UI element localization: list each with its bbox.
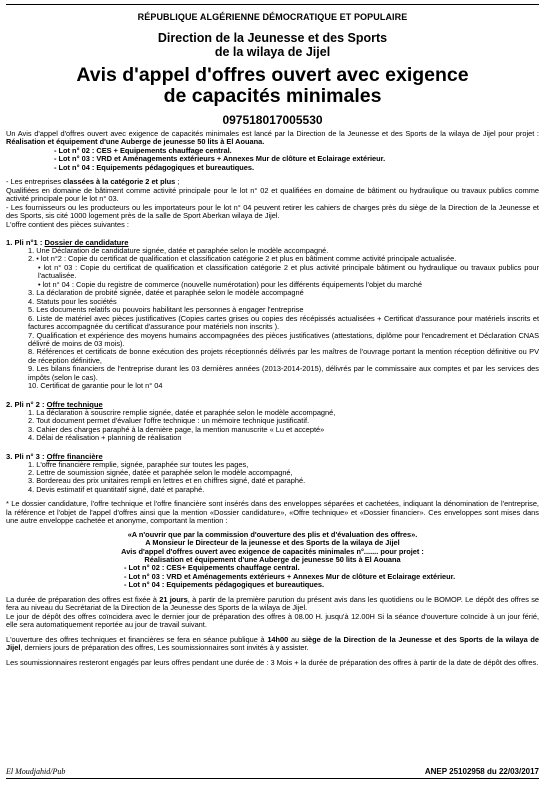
opening-mid: au xyxy=(288,634,302,644)
pli-1-item: 3. La déclaration de probité signée, datée et paraphée selon le modèle accompagné xyxy=(28,288,304,298)
duration-section xyxy=(6,596,539,630)
notice-footer xyxy=(6,767,539,776)
validity-paragraph: Les soumissionnaires resteront engagés par leurs offres pendant une durée de : 3 Mois + la durée de préparation des offres à partir de la date de dépôt des offres. xyxy=(6,657,539,667)
direction-line-2: de la wilaya de Jijel xyxy=(214,45,331,59)
lot-item: - Lot n° 04 : Equipements pédagogiques et bureautiques. xyxy=(124,580,325,590)
lot-item: - Lot n° 02 : CES+ Equipements chauffage central. xyxy=(124,563,300,573)
opening-prefix: L'ouverture des offres techniques et financières se fera en séance publique à xyxy=(6,634,268,644)
notice-reference: 09751801700553​0 xyxy=(222,113,323,127)
anep-reference: ANEP 25102958 du 22/03/2017 xyxy=(424,767,539,776)
notice-page xyxy=(6,4,539,779)
pli-3-item: 4. Devis estimatif et quantitatif signé, daté et paraphé. xyxy=(28,484,205,494)
title-line-1: Avis d'appel d'offres ouvert avec exigence xyxy=(76,64,469,86)
eligibility-prefix: - Les entreprises xyxy=(6,177,64,187)
lot-item: - Lot n° 03 : VRD et Aménagements extérieurs + Annexes Mur de clôture et Eclairage extérieur. xyxy=(124,571,456,581)
mention-line-4: Réalisation et équipement d'une Auberge de jeunesse 50 lits à El Aouana xyxy=(144,555,401,565)
pli-3-name: Offre financière xyxy=(46,451,103,461)
pli-3-item: 3. Bordereau des prix unitaires rempli en lettres et en chiffres signé, daté et paraphé. xyxy=(28,476,306,486)
eligibility-suffix: ; xyxy=(175,177,180,187)
pli-3-item: 2. Lettre de soumission signée, datée et paraphée selon le modèle accompagné, xyxy=(28,467,293,477)
opening-suffix: , derniers jours de préparation des offres, Les soumissionnaires sont invités à y assister. xyxy=(20,643,309,653)
eligibility-line-2: Qualifiées en domaine de bâtiment comme activité principale pour le lot n° 02 et qualifiées en domaine de bâtiment ou hydraulique ou travaux publics comme activité principale pour le lot n° 03. xyxy=(6,185,539,204)
intro-project: Réalisation et équipement d'une Auberge de jeunesse 50 lits à El Aouana. xyxy=(6,137,265,147)
pli-2-item: 2. Tout document permet d'évaluer l'offre technique : un mémoire technique justificatif. xyxy=(28,416,310,426)
duration-suffix: , à partir de la première parution du présent avis dans les quotidiens ou le BOMOP. Le dépôt des offres se fera au niveau du Secrétariat de la Direction de la Jeunesse des Sports de la wilaya de Jijel. xyxy=(6,594,540,613)
pli-1-item: 8. Références et certificats de bonne exécution des projets réceptionnés délivrés par les maîtres de l'ouvrage portant la mention réception définitive ou PV de réception définitive, xyxy=(28,347,539,365)
pli-1-item: 5. Les documents relatifs ou pouvoirs habilitant les personnes à engager l'entreprise xyxy=(28,305,304,315)
pli-3-item: 1. L'offre financière remplie, signée, paraphée sur toutes les pages, xyxy=(28,459,249,469)
duration-days: 21 jours xyxy=(159,594,188,604)
pli-2-item: 3. Cahier des charges paraphé à la dernière page, la mention manuscrite « Lu et accepté» xyxy=(28,424,325,434)
eligibility-line-3: - Les fournisseurs ou les producteurs ou les importateurs pour le lot n° 04 peuvent retirer les cahiers de charges près du siège de la Direction de la Jeunesse et des Sports, sis cité 1000 logement près de la salle de Sport Aberkan wilaya de Jijel. xyxy=(6,202,539,221)
mention-line-2: A Monsieur le Directeur de la jeunesse et des Sports de la wilaya de Jijel xyxy=(145,538,400,548)
eligibility-category: classées à la catégorie 2 et plus xyxy=(63,177,176,187)
pli-1-item: 2. • lot n°2 : Copie du certificat de qualification et classification catégorie 2 et plus en bâtiment comme activité principale actualisée. xyxy=(28,254,457,264)
pli-1-number: 1. Pli n°1 : xyxy=(6,237,45,247)
opening-place: siège de la Direction de la Jeunesse et des Sports de la wilaya de Jijel xyxy=(6,634,540,653)
pli-3-items xyxy=(6,461,539,495)
intro-text: Un Avis d'appel d'offres ouvert avec exigence de capacités minimales est lancé par la Direction de la Jeunesse et des Sports de la wilaya de Jijel pour projet : xyxy=(6,129,539,138)
pli-1-item: • lot n° 03 : Copie du certificat de qualification et classification catégorie 2 et plus activité principale bâtiment ou hydraulique ou travaux publics pour l'actualisée. xyxy=(38,262,539,281)
mention-line-1: «A n'ouvrir que par la commission d'ouverture des plis et d'évaluation des offres». xyxy=(127,529,418,539)
pli-1-item: 10. Certificat de garantie pour le lot n° 04 xyxy=(28,381,163,391)
title-line-2: de capacités minimales xyxy=(163,85,382,107)
pli-1-item: 6. Liste de matériel avec pièces justificatives (Copies cartes grises ou copies des récépissés actualisées + Certificat d'assurance pour matériels inscrits et factures accompagnée du certificat d'assurance pour matériels non inscrits ). xyxy=(28,313,539,332)
opening-paragraph xyxy=(6,636,539,653)
pli-1-item: 1. Une Déclaration de candidature signée, datée et paraphée selon le modèle accompagné. xyxy=(28,245,329,255)
duration-paragraph-1 xyxy=(6,596,539,613)
opening-time: 14h00 xyxy=(267,634,289,644)
envelope-mention xyxy=(6,531,539,565)
duration-paragraph-2: Le jour de dépôt des offres coïncidera avec le dernier jour de préparation des offres à 08.00 H. jusqu'à 12.00H Si la séance d'ouverture coïncide à un jour férié, elle sera automatiquement reportée au jour de travail suivant. xyxy=(6,611,539,630)
pli-3-number: 3. Pli n° 3 : xyxy=(6,451,47,461)
pli-2-number: 2. Pli n° 2 : xyxy=(6,399,47,409)
direction-line-1: Direction de la Jeunesse et des Sports xyxy=(157,31,388,45)
envelope-instructions: * Le dossier candidature, l'offre technique et l'offre financière sont insérés dans des enveloppes séparées et cachetées, indiquant la dénomination de l'entreprise, la référence et l'objet de l'appel d'offres ainsi que la mention «Dossier candidature», «Offre technique» et «Dossier financier». Ces enveloppes sont mises dans une autre enveloppe cachetée et anonyme, comportant la mention : xyxy=(6,499,539,526)
pli-2-item: 1. La déclaration à souscrire remplie signée, datée et paraphée selon le modèle accompagné, xyxy=(28,407,336,417)
pli-1-item: • lot n° 04 : Copie du registre de commerce (nouvelle numérotation) pour les différents équipements l'objet du marché xyxy=(38,279,422,289)
publication-source: El Moudjahid/Pub xyxy=(6,767,66,776)
duration-prefix: La durée de préparation des offres est fixée à xyxy=(6,594,160,604)
pli-1-item: 9. Les bilans financiers de l'entreprise durant les 03 dernières années (2013-2014-2015), délivrés par le commissaire aux comptes et par les services des impôts (selon le cas). xyxy=(28,364,539,382)
notice-title xyxy=(6,65,539,107)
pli-2-name: Offre technique xyxy=(46,399,103,409)
lot-item: - Lot n° 03 : VRD et Aménagements extérieurs + Annexes Mur de clôture et Eclairage extérieur. xyxy=(54,154,386,164)
lot-item: - Lot n° 02 : CES + Equipements chauffage central. xyxy=(54,145,232,155)
pli-1-item: 7. Qualification et expérience des moyens humains accompagnées des pièces justificatives (attestations, diplôme pour l'encadrement et Déclaration CNAS délivré de moins de 03 mois). xyxy=(28,330,539,348)
pli-1-name: Dossier de candidature xyxy=(44,237,129,247)
republic-header: RÉPUBLIQUE ALGÉRIENNE DÉMOCRATIQUE ET POPULAIRE xyxy=(137,12,408,22)
pli-2-items xyxy=(6,409,539,443)
mention-line-3: Avis d'appel d'offres ouvert avec exigence de capacités minimales n°....... pour projet : xyxy=(121,546,424,556)
pli-2-item: 4. Délai de réalisation + planning de réalisation xyxy=(28,433,182,443)
eligibility-line-4: L'offre contient des pièces suivantes : xyxy=(6,219,129,229)
pli-1-item: 4. Statuts pour les sociétés xyxy=(28,296,117,306)
intro-paragraph xyxy=(6,130,539,147)
lot-item: - Lot n° 04 : Equipements pédagogiques et bureautiques. xyxy=(54,162,255,172)
intro-lots xyxy=(6,147,539,172)
direction-name xyxy=(6,31,539,59)
pli-1-items xyxy=(6,247,539,391)
envelope-lots xyxy=(6,564,539,589)
eligibility-section xyxy=(6,178,539,229)
